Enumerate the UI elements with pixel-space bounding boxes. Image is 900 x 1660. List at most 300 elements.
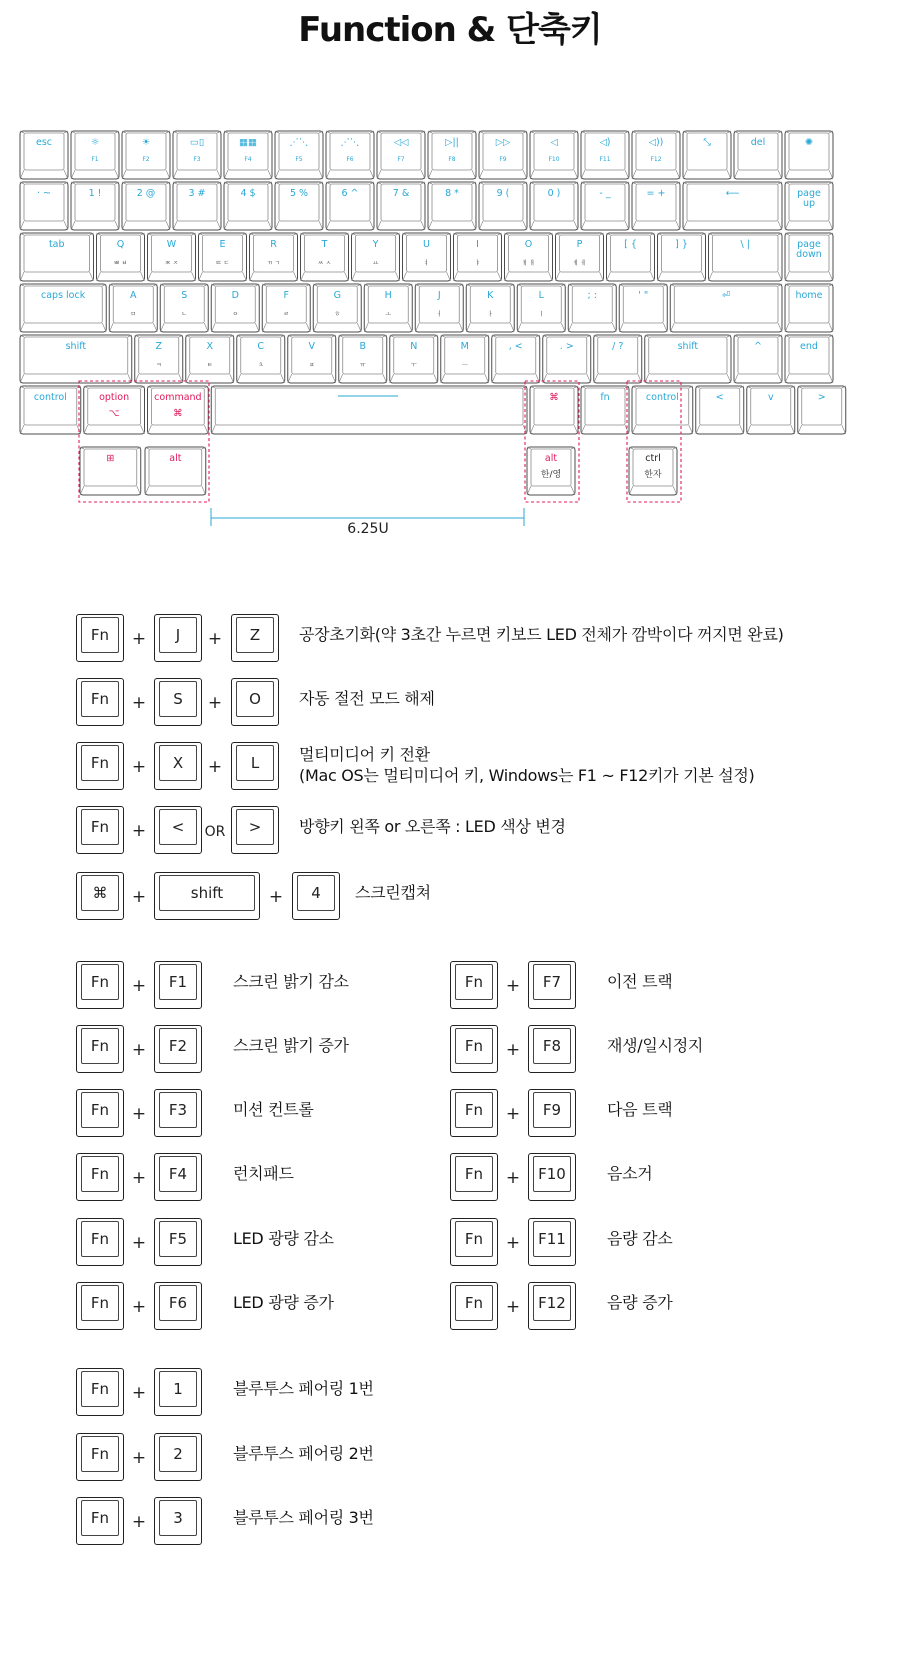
keycap-label: Fn: [81, 1285, 119, 1321]
keycap: [154, 1497, 202, 1545]
keycap-label: Fn: [81, 745, 119, 781]
key-sublabel: 한자: [644, 470, 662, 480]
plus-operator: +: [131, 821, 147, 841]
key-r1-2: [122, 182, 170, 230]
keycap-label: F5: [159, 1221, 197, 1257]
key-label: ✺: [805, 137, 813, 148]
or-operator: OR: [204, 824, 226, 840]
key-hangul: ㅍ: [308, 362, 315, 369]
shortcut-description: [233, 1378, 374, 1399]
description-line: 이전 트랙: [607, 972, 673, 991]
key-r1-3: [173, 182, 221, 230]
fn-shortcut-row-right: [0, 1282, 900, 1332]
key-hangul: ㅏ: [487, 311, 494, 318]
key-r2-14: [785, 233, 833, 281]
key-r5-4: [530, 386, 578, 434]
key-r1-9: [479, 182, 527, 230]
shortcut-description: [607, 1163, 652, 1184]
description-line: 블루투스 페어링 3번: [233, 1508, 374, 1527]
keycap-label: 3: [159, 1500, 197, 1536]
description-line: 스크린캡쳐: [355, 883, 431, 902]
keycap-label: F8: [533, 1028, 571, 1064]
key-r4-5: [339, 335, 387, 383]
plus-operator: +: [131, 693, 147, 713]
key-label: 3 #: [188, 188, 206, 199]
key-r5-8: [747, 386, 795, 434]
plus-operator: +: [131, 1297, 147, 1317]
key-label: alt: [169, 453, 182, 464]
key-label: down: [796, 249, 822, 260]
keycap-label: Fn: [81, 1436, 119, 1472]
key-r4-12: [734, 335, 782, 383]
keycap: [528, 1089, 576, 1137]
key-r0-5: [275, 131, 323, 179]
key-label: del: [750, 137, 766, 148]
keycap: [76, 678, 124, 726]
key-label: ▭▯: [189, 137, 205, 148]
dimension-label: 6.25U: [347, 521, 389, 537]
keycap-label: O: [236, 681, 274, 717]
key-label: caps lock: [41, 290, 86, 301]
plus-operator: +: [131, 629, 147, 649]
key-hangul: ㅆ ㅅ: [317, 260, 332, 267]
key-r3-0: [20, 284, 106, 332]
key-hangul: ㅣ: [538, 311, 545, 318]
key-label: ▷▷: [495, 137, 511, 148]
key-r1-6: [326, 182, 374, 230]
keycap: [154, 742, 202, 790]
keycap: [76, 614, 124, 662]
keycap-label: F9: [533, 1092, 571, 1128]
plus-operator: +: [505, 1297, 521, 1317]
key-label: option: [99, 392, 130, 403]
keycap: [528, 1282, 576, 1330]
key-label: ⋰⋱: [340, 137, 360, 148]
plus-operator: +: [131, 1383, 147, 1403]
key-label: up: [802, 198, 816, 209]
keycap: [528, 1218, 576, 1266]
keyboard-diagram: [0, 0, 900, 600]
key-label: B: [359, 341, 367, 352]
key-r1-0: [20, 182, 68, 230]
keycap-label: Fn: [81, 1156, 119, 1192]
key-label: C: [257, 341, 265, 352]
plus-operator: +: [505, 1233, 521, 1253]
bluetooth-shortcut-row: [0, 1433, 900, 1483]
key-label: R: [270, 239, 277, 250]
key-label: alt: [544, 453, 558, 464]
key-label: home: [795, 290, 823, 301]
keycap: [231, 742, 279, 790]
key-hangul: ㄲ ㄱ: [266, 260, 281, 267]
key-label: esc: [35, 137, 53, 148]
key-label: D: [231, 290, 239, 301]
key-sublabel: F10: [548, 156, 560, 163]
key-sublabel: F2: [142, 156, 150, 163]
key-hangul: ㅗ: [385, 311, 392, 318]
key-hangul: ㅁ: [130, 311, 137, 318]
key-hangul: ㅛ: [372, 260, 379, 267]
description-line: 음량 증가: [607, 1293, 673, 1312]
keycap-label: F7: [533, 964, 571, 1000]
key-label: 1 !: [88, 188, 102, 199]
shortcut-description: [233, 1507, 374, 1528]
key-r3-13: [785, 284, 833, 332]
key-label: <: [715, 392, 724, 403]
plus-operator: +: [207, 629, 223, 649]
key-r2-9: [505, 233, 553, 281]
key-r4-3: [237, 335, 285, 383]
plus-operator: +: [131, 1168, 147, 1188]
description-line: 음량 감소: [607, 1229, 673, 1248]
key-label: [ {: [624, 239, 637, 250]
keycap: [450, 961, 498, 1009]
keycap-label: F1: [159, 964, 197, 1000]
plus-operator: +: [131, 757, 147, 777]
shortcut-description: [607, 971, 672, 992]
keycap: [450, 1282, 498, 1330]
key-r0-1: [71, 131, 119, 179]
key-r0-13: [683, 131, 731, 179]
description-line: 미션 컨트롤: [233, 1100, 314, 1119]
key-r3-12: [670, 284, 782, 332]
plus-operator: +: [268, 887, 284, 907]
keycap-label: F4: [159, 1156, 197, 1192]
keycap-label: Fn: [455, 1028, 493, 1064]
key-hangul: ㅓ: [436, 311, 443, 318]
keycap-label: <: [159, 809, 197, 845]
plus-operator: +: [505, 1168, 521, 1188]
key-r5-1: [84, 386, 145, 434]
key-hangul: ㅌ: [206, 362, 213, 369]
key-r0-8: [428, 131, 476, 179]
key-r0-3: [173, 131, 221, 179]
key-hangul: ㅖ ㅔ: [572, 260, 587, 267]
description-line: LED 광량 증가: [233, 1293, 334, 1312]
keycap: [154, 872, 260, 920]
key-label: / ?: [612, 341, 624, 352]
key-r5-7: [696, 386, 744, 434]
keycap-label: F11: [533, 1221, 571, 1257]
key-r4-6: [390, 335, 438, 383]
keycap-label: Fn: [81, 681, 119, 717]
key-r6-2: [527, 447, 575, 495]
key-label: Y: [372, 239, 379, 250]
key-label: X: [206, 341, 214, 352]
fn-shortcut-row-right: [0, 1089, 900, 1139]
key-label: 5 %: [289, 188, 309, 199]
key-label: end: [800, 341, 818, 352]
key-hangul: ㄸ ㄷ: [215, 260, 230, 267]
key-label: O: [524, 239, 533, 250]
plus-operator: +: [131, 1104, 147, 1124]
key-r3-5: [313, 284, 361, 332]
keycap-label: Fn: [81, 1092, 119, 1128]
plus-operator: +: [131, 976, 147, 996]
key-r4-2: [186, 335, 234, 383]
key-r1-8: [428, 182, 476, 230]
keycap: [76, 1497, 124, 1545]
description-line: 음소거: [607, 1164, 653, 1183]
key-label: control: [645, 392, 679, 403]
key-label: shift: [677, 341, 699, 352]
key-r2-12: [658, 233, 706, 281]
key-r1-5: [275, 182, 323, 230]
keycap: [450, 1153, 498, 1201]
key-r3-2: [160, 284, 208, 332]
keycap: [154, 806, 202, 854]
keycap: [528, 1153, 576, 1201]
description-line: (Mac OS는 멀티미디어 키, Windows는 F1 ~ F12키가 기본 설정): [299, 766, 755, 785]
key-label: P: [576, 239, 583, 250]
key-label: 2 @: [136, 188, 156, 199]
key-label: , <: [508, 341, 523, 352]
shortcut-description: [299, 816, 566, 837]
plus-operator: +: [207, 693, 223, 713]
keycap-label: Fn: [81, 1028, 119, 1064]
fn-shortcut-row-right: [0, 961, 900, 1011]
key-label: ] }: [675, 239, 688, 250]
keycap-label: L: [236, 745, 274, 781]
key-label: ▷||: [445, 137, 459, 148]
keycap-label: F10: [533, 1156, 571, 1192]
key-label: - _: [599, 188, 611, 199]
key-label: A: [130, 290, 137, 301]
key-label: ctrl: [645, 453, 661, 464]
key-label: 4 $: [240, 188, 256, 199]
key-r2-10: [556, 233, 604, 281]
key-r5-5: [581, 386, 629, 434]
key-r3-4: [262, 284, 310, 332]
keycap: [450, 1025, 498, 1073]
description-line: 런치패드: [233, 1164, 294, 1183]
shortcut-row: [0, 872, 900, 922]
shortcut-row: [0, 806, 900, 856]
key-r3-7: [415, 284, 463, 332]
key-label: 8 *: [445, 188, 459, 199]
shortcut-description: [299, 744, 754, 786]
keycap-label: Fn: [81, 964, 119, 1000]
key-label: T: [321, 239, 328, 250]
key-r5-9: [798, 386, 846, 434]
key-r1-1: [71, 182, 119, 230]
plus-operator: +: [131, 1040, 147, 1060]
key-label: 6 ^: [341, 188, 359, 199]
key-label: command: [154, 392, 202, 403]
key-r0-6: [326, 131, 374, 179]
keycap-label: Fn: [455, 1221, 493, 1257]
key-r5-6: [632, 386, 693, 434]
shortcut-description: [607, 1099, 672, 1120]
key-hangul: ㅇ: [232, 311, 239, 318]
key-label: W: [166, 239, 177, 250]
plus-operator: +: [505, 976, 521, 996]
key-label: U: [423, 239, 430, 250]
description-line: 방향키 왼쪽 or 오른쪽 : LED 색상 변경: [299, 817, 566, 836]
key-hangul: ㅃ ㅂ: [113, 260, 128, 267]
keycap: [450, 1218, 498, 1266]
key-r2-0: [20, 233, 94, 281]
key-label: fn: [600, 392, 610, 403]
key-label: shift: [65, 341, 87, 352]
keycap: [528, 1025, 576, 1073]
keycap-label: 1: [159, 1371, 197, 1407]
key-r3-8: [466, 284, 514, 332]
shortcut-description: [355, 882, 431, 903]
plus-operator: +: [131, 1233, 147, 1253]
keycap-label: F12: [533, 1285, 571, 1321]
key-label: 7 &: [392, 188, 410, 199]
key-r0-9: [479, 131, 527, 179]
key-r0-4: [224, 131, 272, 179]
keycap-label: shift: [159, 875, 255, 911]
key-r3-6: [364, 284, 412, 332]
key-r4-0: [20, 335, 132, 383]
key-label: L: [538, 290, 544, 301]
key-r4-10: [594, 335, 642, 383]
key-sublabel: F9: [499, 156, 507, 163]
plus-operator: +: [207, 757, 223, 777]
key-hangul: ㅎ: [334, 311, 341, 318]
key-r2-11: [607, 233, 655, 281]
keycap-label: ⌘: [81, 875, 119, 911]
key-sublabel: ⌘: [173, 408, 183, 419]
key-r3-11: [619, 284, 667, 332]
key-r2-4: [250, 233, 298, 281]
keycap: [76, 1368, 124, 1416]
key-sublabel: ⌥: [108, 408, 120, 419]
key-label: v: [767, 392, 774, 403]
key-r4-11: [645, 335, 731, 383]
key-r2-3: [199, 233, 247, 281]
keycap-label: Fn: [81, 617, 119, 653]
bluetooth-shortcut-row: [0, 1368, 900, 1418]
key-label: N: [410, 341, 418, 352]
description-line: 블루투스 페어링 1번: [233, 1379, 374, 1398]
key-label: ; :: [587, 290, 597, 301]
key-label: . >: [559, 341, 574, 352]
key-r1-4: [224, 182, 272, 230]
key-r2-7: [403, 233, 451, 281]
keycap-label: 2: [159, 1436, 197, 1472]
key-hangul: ㅊ: [257, 362, 264, 369]
key-r3-10: [568, 284, 616, 332]
key-r1-10: [530, 182, 578, 230]
key-r0-10: [530, 131, 578, 179]
key-r1-14: [785, 182, 833, 230]
key-r5-2: [148, 386, 209, 434]
key-label: J: [437, 290, 441, 301]
plus-operator: +: [505, 1040, 521, 1060]
key-label: Q: [116, 239, 125, 250]
key-label: ◁)): [648, 137, 664, 148]
key-sublabel: F8: [448, 156, 456, 163]
key-hangul: ㅕ: [423, 260, 430, 267]
key-label: ⏎: [722, 290, 731, 301]
key-r6-0: [80, 447, 141, 495]
shortcut-row: [0, 678, 900, 728]
key-label: ☼: [90, 137, 100, 148]
plus-operator: +: [131, 887, 147, 907]
keycap: [528, 961, 576, 1009]
keycap: [154, 614, 202, 662]
description-line: 멀티미디어 키 전환: [299, 745, 430, 764]
fn-shortcut-row-right: [0, 1218, 900, 1268]
keycap-label: Z: [236, 617, 274, 653]
keycap: [450, 1089, 498, 1137]
key-label: ▦▦: [239, 137, 257, 148]
fn-shortcut-row-right: [0, 1025, 900, 1075]
key-label: V: [308, 341, 315, 352]
key-hangul: ㄴ: [181, 311, 188, 318]
key-sublabel: F7: [397, 156, 405, 163]
key-r4-13: [785, 335, 833, 383]
plus-operator: +: [131, 1448, 147, 1468]
keycap-label: F6: [159, 1285, 197, 1321]
page-title: Function & 단축키: [298, 10, 602, 50]
key-hangul: ㅉ ㅈ: [164, 260, 179, 267]
key-label: ⊞: [106, 453, 115, 464]
description-line: 재생/일시정지: [607, 1036, 704, 1055]
key-r1-12: [632, 182, 680, 230]
key-r2-1: [97, 233, 145, 281]
key-sublabel: 한/영: [540, 470, 562, 480]
key-label: E: [219, 239, 226, 250]
keycap-label: X: [159, 745, 197, 781]
keycap-label: F3: [159, 1092, 197, 1128]
fn-shortcut-row-right: [0, 1153, 900, 1203]
key-sublabel: F4: [244, 156, 252, 163]
keycap: [154, 1368, 202, 1416]
keycap: [231, 614, 279, 662]
keycap-label: Fn: [81, 1221, 119, 1257]
shortcut-description: [299, 624, 784, 645]
key-label: 0 ): [547, 188, 561, 199]
key-r2-6: [352, 233, 400, 281]
key-label: S: [181, 290, 188, 301]
key-label: page: [797, 239, 821, 250]
key-sublabel: F3: [193, 156, 201, 163]
key-sublabel: F6: [346, 156, 354, 163]
keycap-label: Fn: [455, 1092, 493, 1128]
plus-operator: +: [131, 1512, 147, 1532]
description-line: 스크린 밝기 증가: [233, 1036, 349, 1055]
keycap-label: >: [236, 809, 274, 845]
key-r4-8: [492, 335, 540, 383]
key-label: ◁◁: [393, 137, 409, 148]
key-label: = +: [646, 188, 666, 199]
description-line: 블루투스 페어링 2번: [233, 1444, 374, 1463]
shortcut-description: [607, 1292, 672, 1313]
key-r5-3: [211, 386, 527, 434]
key-r3-1: [109, 284, 157, 332]
key-label: ☀: [141, 137, 151, 148]
key-label: ' ": [638, 290, 649, 301]
keycap-label: 4: [297, 875, 335, 911]
key-r0-7: [377, 131, 425, 179]
shortcut-row: [0, 742, 900, 792]
key-r1-11: [581, 182, 629, 230]
key-r4-4: [288, 335, 336, 383]
key-hangul: ㅒ ㅐ: [521, 260, 536, 267]
shortcut-description: [233, 1443, 374, 1464]
key-label: M: [460, 341, 469, 352]
key-hangul: ㅑ: [474, 260, 481, 267]
keycap: [76, 1433, 124, 1481]
key-r6-3: [629, 447, 677, 495]
keycap-label: Fn: [455, 1285, 493, 1321]
key-r3-3: [211, 284, 259, 332]
